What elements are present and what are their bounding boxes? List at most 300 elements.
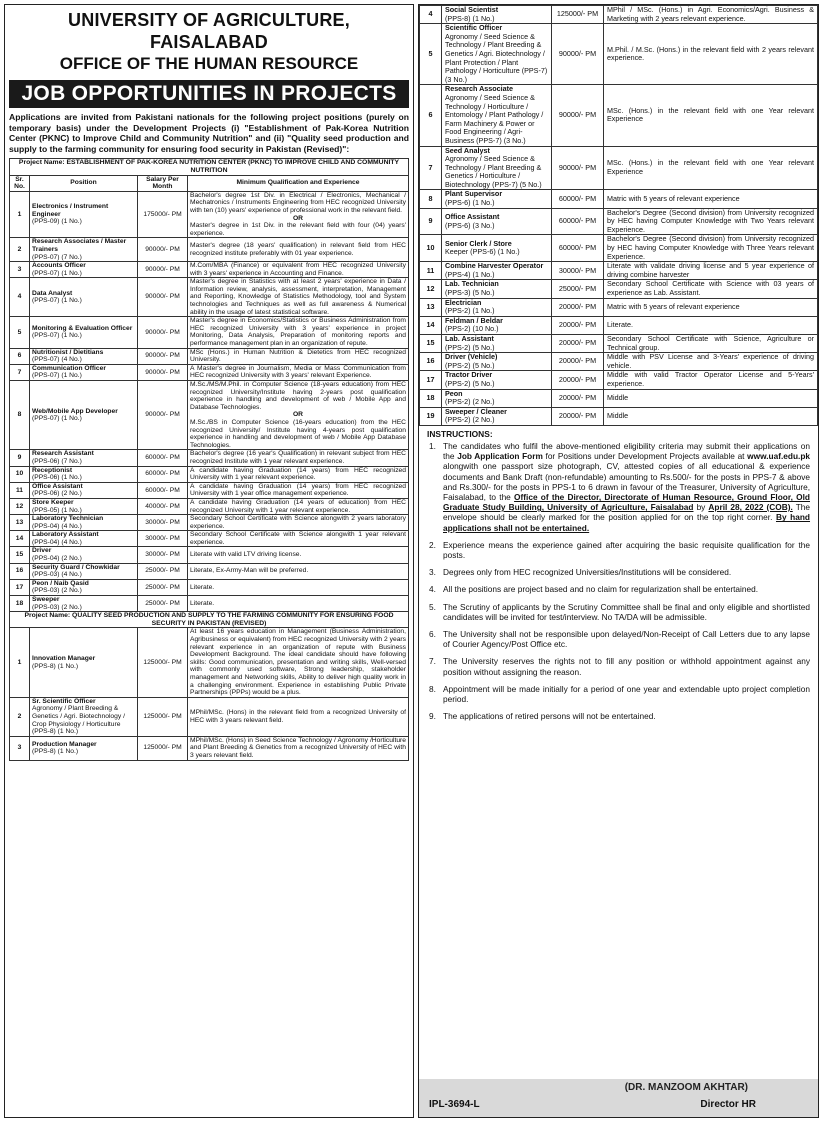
row-position <box>30 348 138 364</box>
row-position <box>442 146 552 190</box>
qualification-text: Literate, Ex-Army-Man will be preferred. <box>190 567 309 575</box>
instruction-text: The applications of retired persons will not be entertained. <box>443 711 656 722</box>
row-qualification <box>188 381 409 450</box>
position-grade: (PPS-07) (1 No.) <box>32 297 82 305</box>
instruction-text: alongwith one passport size photograph, CV, attested copies of all educational & experience documents and Bank Draft (non-refundable) amounting to Rs.500/- for the posts in PPS-7 & above and Rs.300/- for the posts in PPS-1 to 6 drawn in favour of the Treasurer, University of Agriculture, Faisalabad, to the <box>443 461 810 502</box>
instruction-text: Degrees only from HEC recognized Universities/Institutions will be considered. <box>443 567 732 578</box>
position-grade: (PPS-2) (1 No.) <box>445 306 495 316</box>
intro-paragraph: Applications are invited from Pakistani nationals for the following project positions (purely on temporary basis) under the Development Projects (i) "Establishment of Pak-Korea Nutrition Center (PKNC) to Improve Child and Community Nutrition" and (ii) "Quality seed production and supply to the farming community for ensuring food security in Pakistan (Revised)": <box>9 112 409 154</box>
qualification-text: Middle with valid Tractor Operator License and 5-Years' experience. <box>607 370 814 388</box>
row-sr: 2 <box>10 697 30 736</box>
table-row <box>420 298 818 316</box>
row-qualification <box>604 6 818 24</box>
position-title: Seed Analyst <box>445 145 490 155</box>
position-title: Sweeper <box>32 596 60 604</box>
instruction-number: 5. <box>429 601 436 612</box>
row-salary: 20000/- PM <box>552 334 604 352</box>
row-qualification <box>188 191 409 238</box>
office-address: Office of the Director, Directorate of Human Resource, Ground Floor, Old Graduate Study Building, University of Agriculture, Faisalabad <box>443 491 810 513</box>
job-application-form-link[interactable]: Job Application Form <box>457 451 543 462</box>
position-title: Nutritionist / Dietitians <box>32 348 104 356</box>
row-sr: 14 <box>10 531 30 547</box>
row-qualification <box>188 348 409 364</box>
instruction-text: All the positions are project based and no claim for regularization shall be entertained. <box>443 584 759 595</box>
qualification-text: Literate with valid LTV driving license. <box>190 551 302 559</box>
row-qualification <box>604 316 818 334</box>
table-row <box>420 235 818 262</box>
qualification-text: Bachelor's Degree (Second division) from University recognized by HEC having Computer Knowledge with Three Years relevant Experience. <box>607 234 814 261</box>
row-salary: 90000/- PM <box>552 85 604 146</box>
position-grade: (PPS-4) (1 No.) <box>445 269 495 279</box>
position-title: Senior Clerk / Store <box>445 238 512 248</box>
director-name: (DR. MANZOOM AKHTAR) <box>624 1082 748 1093</box>
row-sr: 3 <box>10 736 30 760</box>
position-grade: (PPS-2) (10 No.) <box>445 324 499 334</box>
qualification-text: M.Phil. / M.Sc. (Hons.) in the relevant field with 2 years relevant experience. <box>607 44 814 63</box>
position-grade: (PPS-03) (2 No.) <box>32 587 82 595</box>
qualification-text: Bachelor's degree 1st Div. in Electrical / Electronics, Mechanical / Mechatronics / Instruments Engineering from HEC recognized University with ten (10) years' experience of professional work in the relevant field. <box>190 191 406 214</box>
instructions-list <box>419 441 818 533</box>
table-row <box>10 579 409 595</box>
table-row <box>420 146 818 190</box>
position-title: Lab. Technician <box>445 279 499 289</box>
position-title: Tractor Driver <box>445 370 493 380</box>
row-position <box>30 278 138 317</box>
row-qualification <box>188 317 409 348</box>
position-grade: (PPS-04) (2 No.) <box>32 555 82 563</box>
position-title: Combine Harvester Operator <box>445 261 544 271</box>
row-sr: 3 <box>10 262 30 278</box>
qualification-text: A candidate having Graduation (14 years of education) from HEC recognized University with 1 year relevant experience. <box>190 498 406 514</box>
row-position <box>442 371 552 389</box>
qualification-text: MPhil / MSc. (Hons.) in Agri. Economics/Agri. Business & Marketing with 2 years relevant experience. <box>607 5 814 23</box>
row-position <box>30 238 138 262</box>
row-salary: 175000/- PM <box>138 191 188 238</box>
row-position <box>30 191 138 238</box>
left-column <box>4 4 414 1118</box>
position-title: Data Analyst <box>32 289 73 297</box>
position-grade: (PPS-8) (1 No.) <box>32 748 79 756</box>
row-qualification <box>188 498 409 514</box>
instruction-text: The University shall not be responsible upon delayed/Non-Receipt of Call Letters due to any lapse of Courier Agency/Post Office etc. <box>443 628 810 650</box>
row-sr: 7 <box>10 364 30 380</box>
row-sr: 1 <box>10 628 30 697</box>
row-sr: 11 <box>420 262 442 280</box>
row-salary: 90000/- PM <box>138 348 188 364</box>
row-qualification <box>188 364 409 380</box>
row-position <box>442 262 552 280</box>
row-position <box>30 482 138 498</box>
row-position <box>30 466 138 482</box>
position-grade: (PPS-2) (5 No.) <box>445 360 495 370</box>
instructions-title: INSTRUCTIONS: <box>427 428 493 439</box>
table-row <box>10 364 409 380</box>
qualification-text: MPhil/MSc. (Hons) in Seed Science Technology / Agronomy /Horticulture and Plant Breeding & Genetics from a recognized University of HEC with 3 years relevant field. <box>190 736 406 759</box>
row-qualification <box>188 278 409 317</box>
table-header-row <box>10 175 409 191</box>
row-position <box>30 563 138 579</box>
row-position <box>30 697 138 736</box>
row-qualification <box>604 298 818 316</box>
table-row <box>420 316 818 334</box>
row-position <box>30 498 138 514</box>
row-qualification <box>188 628 409 697</box>
table-row <box>10 450 409 466</box>
row-salary: 25000/- PM <box>138 596 188 612</box>
row-position <box>442 24 552 85</box>
row-sr: 2 <box>10 238 30 262</box>
position-title: Sweeper / Cleaner <box>445 406 507 416</box>
row-sr: 12 <box>420 280 442 298</box>
instruction-number: 2. <box>429 539 436 550</box>
row-sr: 5 <box>10 317 30 348</box>
row-qualification <box>604 146 818 190</box>
row-salary: 20000/- PM <box>552 371 604 389</box>
row-salary: 30000/- PM <box>552 262 604 280</box>
project1-label: Project Name: ESTABLISHMENT OF PAK-KOREA NUTRITION CENTER (PKNC) TO IMPROVE CHILD AND COMMUNITY NUTRITION <box>10 159 409 175</box>
row-position <box>442 298 552 316</box>
row-position <box>442 316 552 334</box>
qualification-text: MSc. (Hons.) in the relevant field with one Year relevant Experience <box>607 105 814 124</box>
position-title: Security Guard / Chowkidar <box>32 563 120 571</box>
instruction-text: The envelope should be clearly marked for the position applied for on the top right corner. <box>443 502 810 523</box>
project2-heading-row <box>10 612 409 628</box>
position-title: Laboratory Technician <box>32 515 104 523</box>
instruction-number: 4. <box>429 584 436 595</box>
row-position <box>442 6 552 24</box>
row-salary: 125000/- PM <box>138 628 188 697</box>
position-title: Social Scientist <box>445 5 499 14</box>
row-position <box>30 736 138 760</box>
position-grade: (PPS-09) (1 No.) <box>32 218 82 226</box>
uaf-website-link[interactable]: www.uaf.edu.pk <box>747 451 811 462</box>
row-qualification <box>188 596 409 612</box>
row-sr: 16 <box>420 353 442 371</box>
position-grade: (PPS-3) (5 No.) <box>445 288 495 297</box>
table-row <box>420 334 818 352</box>
row-qualification <box>604 389 818 407</box>
row-salary: 30000/- PM <box>138 547 188 563</box>
instruction-number: 9. <box>429 711 436 722</box>
instruction-item <box>429 584 810 595</box>
position-grade: Agronomy / Plant Breeding & Genetics / Agri. Biotechnology / Crop Physiology / Horticulture (PPS-8) (1 No.) <box>32 705 125 736</box>
row-position <box>442 389 552 407</box>
position-grade: (PPS-06) (1 No.) <box>32 474 82 482</box>
position-title: Innovation Manager <box>32 654 96 662</box>
table-row <box>420 85 818 146</box>
row-position <box>442 85 552 146</box>
position-grade: (PPS-07) (1 No.) <box>32 415 82 423</box>
instruction-item <box>429 628 810 650</box>
deadline-date: April 28, 2022 (COB). <box>708 502 793 513</box>
qualification-text: Secondary School Certificate with Science, Agriculture or Technical group. <box>607 333 814 352</box>
position-title: Office Assistant <box>445 211 500 221</box>
position-grade: (PPS-04) (4 No.) <box>32 538 82 546</box>
row-position <box>30 515 138 531</box>
table-row <box>10 381 409 450</box>
position-title: Driver (Vehicle) <box>445 352 498 362</box>
position-grade: Agronomy / Seed Science & Technology / Horticulture / Entomology / Plant Pathology / Farm Machinery & Power or Food Engineering / Agri-Business (PPS-7) (3 No.) <box>445 92 544 145</box>
row-qualification <box>604 262 818 280</box>
position-grade: (PPS-06) (7 No.) <box>32 457 82 465</box>
row-qualification <box>188 515 409 531</box>
qualification-text: Bachelor's degree (16 year's Qualification) in relevant subject from HEC recognized Institute with 1 year relevant experience. <box>190 450 406 465</box>
qualification-text: Middle <box>607 411 629 421</box>
qualification-text: Secondary School Certificate with Science alongwith 1 year relevant experience. <box>190 531 406 546</box>
row-position <box>442 407 552 425</box>
row-sr: 8 <box>10 381 30 450</box>
row-sr: 18 <box>420 389 442 407</box>
qualification-text: At least 16 years education in Management (Business Administration, Agribusiness or equivalent) from HEC recognized University with 2 years relevant experience in an organization of repute with Business Development Background. The ideal candidate should have following skills: Good communication, presentation and writing skills, Well-versed with commonly used software, Strong leadership, stakeholder management and Networking skills, Ability to deliver high quality work in a challenging environment. Experience in establishing Public Private Partnerships (PPPs) would be a plus. <box>190 628 406 697</box>
qualification-text: Literate. <box>607 320 633 330</box>
position-grade: (PPS-07) (4 No.) <box>32 356 82 364</box>
row-qualification <box>604 235 818 262</box>
row-sr: 9 <box>10 450 30 466</box>
table-row <box>420 389 818 407</box>
position-grade: (PPS-07) (7 No.) <box>32 253 82 261</box>
row-sr: 10 <box>420 235 442 262</box>
row-sr: 16 <box>10 563 30 579</box>
row-qualification <box>188 736 409 760</box>
instruction-item <box>429 601 810 622</box>
position-title: Research Associate <box>445 84 514 94</box>
position-title: Web/Mobile App Developer <box>32 407 118 415</box>
project2-continued-table <box>419 5 818 426</box>
qualification-text: Bachelor's Degree (Second division) from University recognized by HEC having Computer Knowledge with Two Years relevant Experience. <box>607 207 814 234</box>
row-sr: 17 <box>10 579 30 595</box>
row-sr: 6 <box>420 85 442 146</box>
qualification-text: MSc (Hons.) in Human Nutrition & Dietetics from HEC recognized University. <box>190 348 406 364</box>
position-title: Feldman / Beldar <box>445 315 503 325</box>
row-sr: 19 <box>420 407 442 425</box>
table-row <box>10 278 409 317</box>
row-sr: 4 <box>10 278 30 317</box>
office-name: OFFICE OF THE HUMAN RESOURCE <box>59 54 359 73</box>
instruction-text: Appointment will be made initially for a period of one year and extendable upto project completion period. <box>443 683 810 704</box>
table-row <box>10 262 409 278</box>
position-grade: (PPS-07) (1 No.) <box>32 269 82 277</box>
table-row <box>10 628 409 697</box>
row-position <box>30 317 138 348</box>
row-sr: 10 <box>10 466 30 482</box>
header-sr: Sr. No. <box>10 175 30 191</box>
row-salary: 20000/- PM <box>552 389 604 407</box>
instruction-item <box>429 539 810 560</box>
table-row <box>420 208 818 235</box>
position-grade: (PPS-03) (2 No.) <box>32 603 82 611</box>
qualification-text: Master's degree (18 years' qualification) in relevant field from HEC recognized institute preferably with 01 year experience. <box>190 242 406 257</box>
row-sr: 5 <box>420 24 442 85</box>
row-salary: 125000/- PM <box>138 697 188 736</box>
row-position <box>442 235 552 262</box>
qualification-text: A Master's degree in Journalism, Media or Mass Communication from HEC recognized University with 3 years' relevant Experience. <box>190 364 406 380</box>
position-title: Driver <box>32 547 52 555</box>
project1-table <box>9 158 409 760</box>
row-qualification <box>188 531 409 547</box>
by-hand-note: By hand applications shall not be entertained. <box>443 512 811 533</box>
row-salary: 60000/- PM <box>552 208 604 235</box>
position-title: Store Keeper <box>32 498 74 506</box>
row-position <box>30 450 138 466</box>
position-title: Office Assistant <box>32 482 83 490</box>
row-salary: 25000/- PM <box>138 563 188 579</box>
position-title: Production Manager <box>32 740 97 748</box>
row-qualification <box>604 208 818 235</box>
or-separator: OR <box>292 411 304 419</box>
row-position <box>442 353 552 371</box>
qualification-text: Literate. <box>190 583 215 591</box>
position-title: Scientific Officer <box>445 23 503 33</box>
instruction-text: for Positions under Development Projects available at <box>545 451 745 462</box>
position-grade: (PPS-2) (5 No.) <box>445 342 495 352</box>
instruction-item <box>429 567 810 578</box>
row-salary: 20000/- PM <box>552 316 604 334</box>
row-qualification <box>604 407 818 425</box>
table-row <box>10 697 409 736</box>
table-row <box>420 371 818 389</box>
instruction-number: 7. <box>429 656 436 667</box>
qualification-text: Master's degree in Statistics with at least 2 years' experience in Data / Information review, analysis, assessment, interpretation, Management and Reporting, Knowledge of Statistics Methodology, tool and System technologies and Techniques as well as full awareness & Numerical ability in the usage of latest statistical software. <box>190 278 406 316</box>
director-designation: Director HR <box>700 1099 756 1110</box>
row-sr: 6 <box>10 348 30 364</box>
position-grade: (PPS-8) (1 No.) <box>445 13 495 23</box>
instruction-text: The University reserves the rights not to fill any position or withhold appointment against any position without assigning the reason. <box>443 656 810 677</box>
row-position <box>30 547 138 563</box>
row-salary: 60000/- PM <box>138 466 188 482</box>
row-sr: 9 <box>420 208 442 235</box>
row-sr: 7 <box>420 146 442 190</box>
row-position <box>30 381 138 450</box>
position-title: Sr. Scientific Officer <box>32 697 96 705</box>
qualification-text: Secondary School Certificate with Science alongwith 2 years laboratory experience. <box>190 515 406 530</box>
position-grade: Agronomy / Seed Science & Technology / Plant Breeding & Genetics / Horticulture / Biotechnology (PPS-7) (5 No.) <box>445 154 542 189</box>
table-row <box>10 515 409 531</box>
table-row <box>10 482 409 498</box>
qualification-text: Matric with 5 years of relevant experience <box>607 193 740 203</box>
row-sr: 11 <box>10 482 30 498</box>
table-row <box>10 736 409 760</box>
position-title: Peon / Naib Qasid <box>32 579 89 587</box>
position-title: Monitoring & Evaluation Officer <box>32 324 133 332</box>
position-grade: (PPS-2) (2 No.) <box>445 415 495 425</box>
qualification-text: Middle <box>607 392 629 402</box>
instruction-text: by <box>696 502 706 513</box>
row-position <box>30 262 138 278</box>
position-grade: (PPS-6) (1 No.) <box>445 198 495 208</box>
row-salary: 60000/- PM <box>552 235 604 262</box>
instruction-item <box>429 711 810 722</box>
row-sr: 1 <box>10 191 30 238</box>
row-sr: 8 <box>420 190 442 208</box>
position-title: Electronics / Instrument Engineer <box>32 203 109 218</box>
row-position <box>30 364 138 380</box>
row-qualification <box>604 334 818 352</box>
project1-heading-row <box>10 159 409 175</box>
row-salary: 25000/- PM <box>138 579 188 595</box>
table-row <box>420 190 818 208</box>
row-salary: 25000/- PM <box>552 280 604 298</box>
instruction-item <box>429 656 810 677</box>
position-grade: (PPS-05) (1 No.) <box>32 506 82 514</box>
row-qualification <box>604 85 818 146</box>
row-qualification <box>604 280 818 298</box>
qualification-text: Secondary School Certificate with Science with 03 years of experience as Lab. Assistant. <box>607 279 814 297</box>
table-row <box>10 348 409 364</box>
signature-footer <box>419 1079 818 1117</box>
row-position <box>442 334 552 352</box>
row-salary: 90000/- PM <box>138 381 188 450</box>
row-sr: 13 <box>10 515 30 531</box>
position-grade: Agronomy / Seed Science & Technology / Plant Breeding & Genetics / Agri. Biotechnology / Plant Protection / Plant Pathology / Horticulture (PPS-7) (3 No.) <box>445 31 548 84</box>
position-grade: (PPS-2) (5 No.) <box>445 378 495 388</box>
header-position: Position <box>30 175 138 191</box>
table-row <box>10 191 409 238</box>
instruction-text: The candidates who fulfil the above-mentioned eligibility criteria may submit their applications on the <box>443 440 810 462</box>
position-title: Communication Officer <box>32 364 106 372</box>
header-salary: Salary Per Month <box>138 175 188 191</box>
instruction-text: The Scrutiny of applicants by the Scrutiny Committee shall be final and only eligible and shortlisted candidates will be invited for test/interview. No TA/DA will be admissible. <box>443 601 810 622</box>
instruction-text: Experience means the experience gained after acquiring the basic requisite qualification for the posts. <box>443 539 810 560</box>
row-sr: 15 <box>10 547 30 563</box>
qualification-text: M.Com/MBA (Finance) or equivalent from HEC recognized University with 3 years' experience in Accounting and Finance. <box>190 262 406 277</box>
row-qualification <box>188 450 409 466</box>
qualification-text: Literate. <box>190 599 215 607</box>
row-salary: 90000/- PM <box>552 146 604 190</box>
row-position <box>30 531 138 547</box>
row-salary: 20000/- PM <box>552 298 604 316</box>
row-position <box>30 596 138 612</box>
position-grade: (PPS-03) (4 No.) <box>32 571 82 579</box>
row-qualification <box>604 24 818 85</box>
instruction-number: 3. <box>429 567 436 578</box>
instruction-number: 1. <box>429 440 436 451</box>
position-title: Research Assistant <box>32 450 94 458</box>
row-sr: 13 <box>420 298 442 316</box>
row-salary: 40000/- PM <box>138 498 188 514</box>
position-grade: Keeper (PPS-6) (1 No.) <box>445 247 520 257</box>
position-grade: (PPS-8) (1 No.) <box>32 662 79 670</box>
row-position <box>442 280 552 298</box>
row-qualification <box>188 466 409 482</box>
qualification-text: Middle with PSV License and 3-Years' experience of driving vehicle. <box>607 352 814 370</box>
position-grade: (PPS-6) (3 No.) <box>445 220 495 230</box>
instructions-list-rest <box>419 540 818 722</box>
position-grade: (PPS-07) (1 No.) <box>32 332 82 340</box>
position-title: Lab. Assistant <box>445 333 494 343</box>
row-position <box>442 208 552 235</box>
position-grade: (PPS-04) (4 No.) <box>32 522 82 530</box>
qualification-text: Master's degree in Economics/Statistics or Business Administration from HEC recognized University with 3 years' experience in project Monitoring, Data Analysis, Preparation of monitoring reports and performance management plan in an organization of repute. <box>190 317 406 348</box>
row-qualification <box>188 579 409 595</box>
row-position <box>30 579 138 595</box>
or-separator: OR <box>292 214 304 222</box>
instruction-item <box>429 683 810 704</box>
row-salary: 30000/- PM <box>138 515 188 531</box>
table-row <box>10 238 409 262</box>
row-sr: 4 <box>420 6 442 24</box>
row-qualification <box>188 238 409 262</box>
qualification-text: A candidate having Graduation (14 years) from HEC recognized University with 1 year office management experience. <box>190 482 406 498</box>
header-qualification: Minimum Qualification and Experience <box>188 175 409 191</box>
row-qualification <box>604 371 818 389</box>
table-row <box>420 353 818 371</box>
qualification-text: Literate with validate driving license and 5 year experience of driving combine harvester <box>607 261 814 279</box>
position-title: Electrician <box>445 297 482 307</box>
instruction-item <box>429 440 811 533</box>
row-qualification <box>188 547 409 563</box>
row-salary: 30000/- PM <box>138 531 188 547</box>
table-row <box>420 407 818 425</box>
